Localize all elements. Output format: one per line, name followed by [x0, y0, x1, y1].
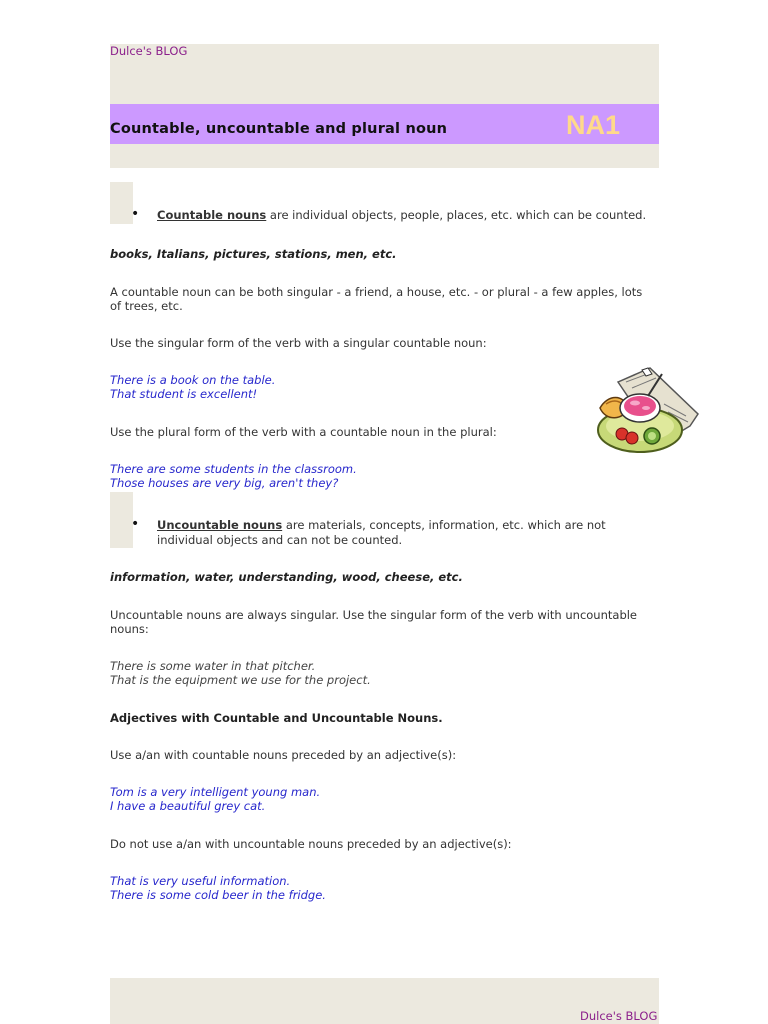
bullet-marker-bar-2	[110, 492, 133, 548]
uncountable-definition	[157, 518, 606, 532]
plural-rule: Use the plural form of the verb with a countable noun in the plural:	[110, 425, 497, 439]
singular-rule: Use the singular form of the verb with a singular countable noun:	[110, 336, 487, 350]
adjectives-rule-2: Do not use a/an with uncountable nouns preceded by an adjective(s):	[110, 837, 512, 851]
lesson-code: NA1	[566, 110, 621, 140]
food-plate-illustration-icon	[590, 364, 702, 460]
adjectives-heading: Adjectives with Countable and Uncountable Nouns.	[110, 711, 443, 725]
singular-example-2: That student is excellent!	[110, 387, 258, 401]
adjectives-rule-1: Use a/an with countable nouns preceded by an adjective(s):	[110, 748, 457, 762]
bullet-marker-bar	[110, 182, 133, 224]
uncountable-term: Uncountable nouns	[157, 518, 283, 532]
uncountable-example-2: That is the equipment we use for the project.	[110, 673, 371, 687]
bullet-dot-icon-2: •	[131, 516, 140, 532]
plural-example-1: There are some students in the classroom.	[110, 462, 357, 476]
uncountable-para-line-2: nouns:	[110, 622, 149, 636]
uncountable-examples-heading: information, water, understanding, wood, cheese, etc.	[110, 570, 463, 584]
adjectives-example-1: Tom is a very intelligent young man.	[110, 785, 321, 799]
singular-example-1: There is a book on the table.	[110, 373, 276, 387]
tomato-2	[626, 432, 638, 444]
countable-definition	[157, 208, 646, 222]
footer-band	[110, 978, 659, 1024]
bullet-dot-icon: •	[131, 206, 140, 222]
footer-brand[interactable]: Dulce's BLOG	[580, 1009, 658, 1023]
pink-dessert-shape	[624, 396, 656, 416]
plural-example-2: Those houses are very big, aren't they?	[110, 476, 339, 490]
countable-para-line-1: A countable noun can be both singular - a friend, a house, etc. - or plural - a few apples, lots	[110, 285, 643, 299]
page-title: Countable, uncountable and plural noun	[110, 121, 448, 137]
adjectives-example-4: There is some cold beer in the fridge.	[110, 888, 326, 902]
adjectives-example-3: That is very useful information.	[110, 874, 291, 888]
uncountable-definition-text: are materials, concepts, information, etc. which are not	[282, 518, 606, 532]
countable-term: Countable nouns	[157, 208, 267, 222]
uncountable-definition-line-2: individual objects and can not be counted.	[157, 533, 403, 547]
uncountable-para-line-1: Uncountable nouns are always singular. Use the singular form of the verb with uncountable	[110, 608, 638, 622]
uncountable-example-1: There is some water in that pitcher.	[110, 659, 316, 673]
adjectives-example-2: I have a beautiful grey cat.	[110, 799, 266, 813]
countable-para-line-2: of trees, etc.	[110, 299, 183, 313]
blog-brand[interactable]: Dulce's BLOG	[110, 44, 188, 58]
countable-examples-heading: books, Italians, pictures, stations, men, etc.	[110, 247, 397, 261]
countable-definition-text: are individual objects, people, places, etc. which can be counted.	[266, 208, 647, 222]
